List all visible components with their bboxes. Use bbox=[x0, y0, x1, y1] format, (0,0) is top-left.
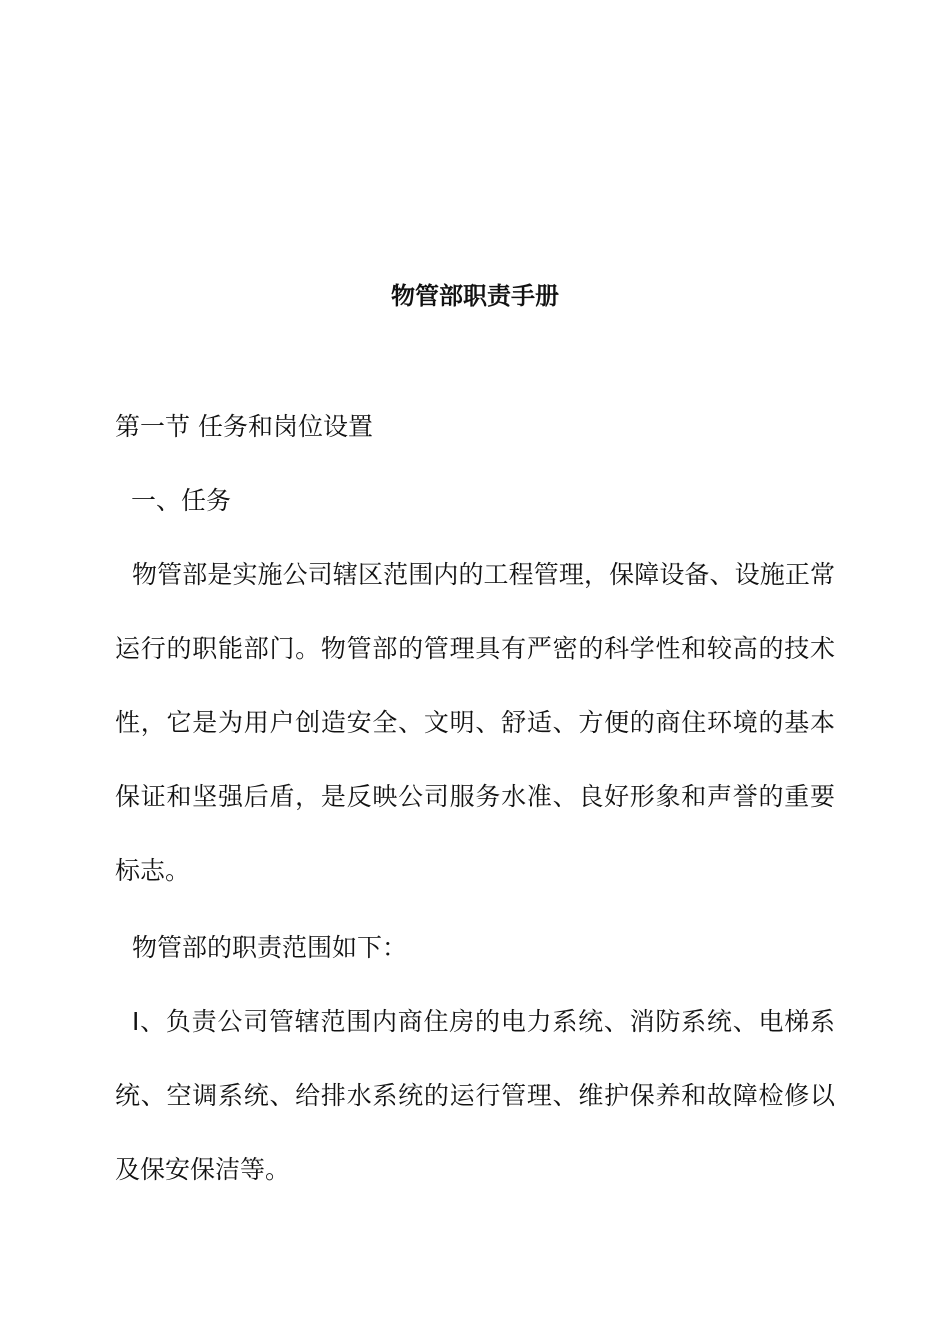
sub-heading: 一、任务 bbox=[131, 486, 232, 515]
paragraph-item-1: I、负责公司管辖范围内商住房的电力系统、消防系统、电梯系统、空调系统、给排水系统的运行管理、维护保养和故障检修以及保安保洁等。 bbox=[115, 1007, 835, 1184]
paragraph-intro: 物管部是实施公司辖区范围内的工程管理，保障设备、设施正常运行的职能部门。物管部的管理具有严密的科学性和较高的技术性，它是为用户创造安全、文明、舒适、方便的商住环境的基本保证和坚强后盾，是反映公司服务水准、良好形象和声誉的重要标志。 bbox=[115, 560, 835, 885]
paragraph-scope-intro: 物管部的职责范围如下： bbox=[132, 933, 408, 962]
section-heading: 第一节 任务和岗位设置 bbox=[115, 412, 373, 441]
document-title: 物管部职责手册 bbox=[391, 282, 559, 310]
